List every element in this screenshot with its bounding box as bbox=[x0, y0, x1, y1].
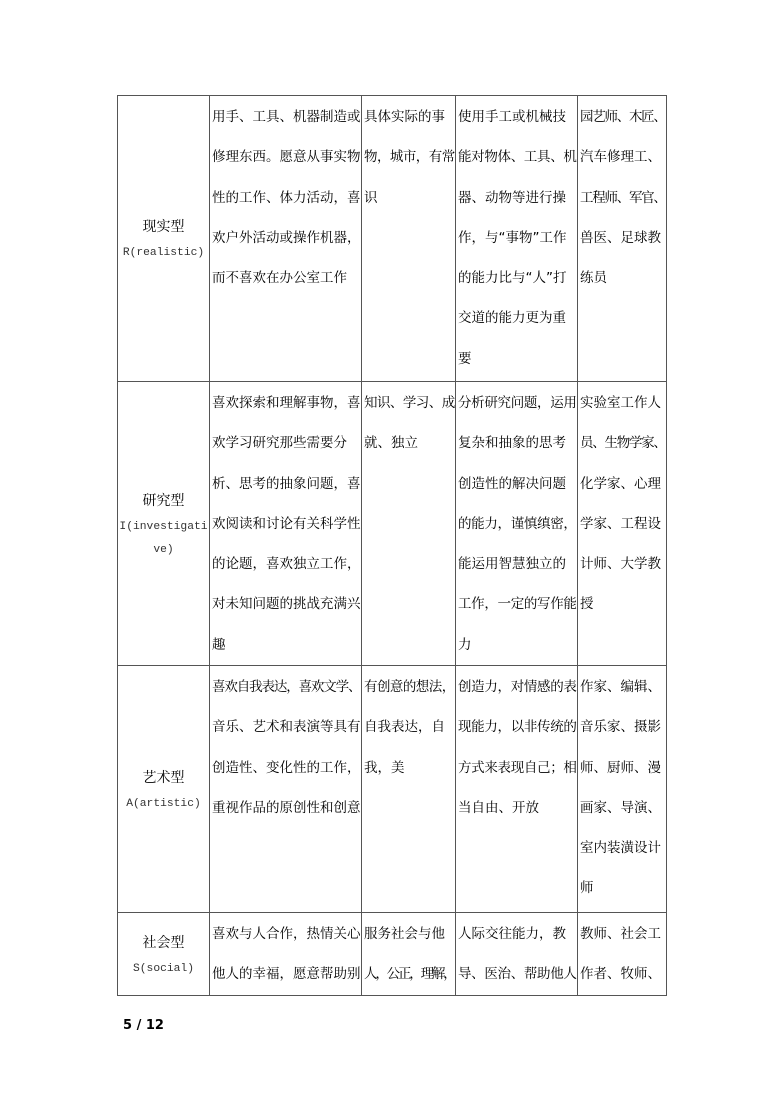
values-cell bbox=[362, 666, 456, 913]
text-line: 授 bbox=[580, 596, 594, 613]
text-line: 自我表达，自 bbox=[364, 719, 445, 736]
text-line: 喜欢自我表达，喜欢文学、 bbox=[212, 679, 361, 695]
type-cell bbox=[118, 96, 210, 382]
description-cell bbox=[210, 96, 362, 382]
text-line: 而不喜欢在办公室工作 bbox=[212, 270, 347, 287]
text-line: 力 bbox=[458, 636, 472, 653]
occupations-cell bbox=[578, 913, 667, 996]
text-line: 学家、工程设 bbox=[580, 515, 661, 532]
text-line: 人际交往能力，教 bbox=[458, 926, 566, 942]
text-line: 计师、大学教 bbox=[580, 556, 661, 573]
text-line: 物，城市，有常 bbox=[364, 149, 455, 166]
occupations-cell bbox=[578, 382, 667, 666]
text-line: 使用手工或机械技 bbox=[458, 109, 566, 125]
text-line: 器、动物等进行操 bbox=[458, 189, 566, 206]
text-line: 用手、工具、机器制造或 bbox=[212, 109, 361, 125]
text-line: 欢阅读和讨论有关科学性 bbox=[212, 515, 361, 532]
text-line: 欢学习研究那些需要分 bbox=[212, 435, 347, 452]
text-line: 具体实际的事 bbox=[364, 109, 445, 125]
text-line: 作家、编辑、 bbox=[580, 679, 661, 695]
values-cell bbox=[362, 96, 456, 382]
text-line: 汽车修理工、 bbox=[580, 149, 661, 166]
type-name: 现实型 bbox=[142, 219, 185, 235]
text-line: 趣 bbox=[212, 636, 226, 653]
abilities-cell bbox=[456, 666, 578, 913]
text-line: 现能力，以非传统的 bbox=[458, 719, 577, 736]
text-line: 喜欢探索和理解事物，喜 bbox=[212, 395, 361, 411]
text-line: 我，美 bbox=[364, 759, 405, 776]
text-line: 的能力比与“人”打 bbox=[458, 270, 567, 287]
text-line: 识 bbox=[364, 189, 378, 206]
text-line: 园艺师、木匠、 bbox=[580, 109, 666, 125]
text-line: 重视作品的原创性和创意 bbox=[212, 799, 361, 816]
type-cell bbox=[118, 666, 210, 913]
abilities-cell bbox=[456, 96, 578, 382]
text-line: 喜欢与人合作，热情关心 bbox=[212, 926, 361, 942]
text-line: 能运用智慧独立的 bbox=[458, 556, 566, 573]
description-cell bbox=[210, 913, 362, 996]
text-line: 方式来表现自己；相 bbox=[458, 759, 577, 776]
text-line: 有创意的想法， bbox=[364, 679, 455, 695]
text-line: 化学家、心理 bbox=[580, 475, 661, 492]
text-line: 创造性、变化性的工作， bbox=[212, 759, 361, 776]
text-line: 的能力，谨慎缜密， bbox=[458, 515, 577, 532]
type-cell bbox=[118, 382, 210, 666]
text-line: 创造力，对情感的表 bbox=[458, 679, 577, 695]
text-line: 画家、导演、 bbox=[580, 799, 661, 816]
text-line: 实验室工作人 bbox=[580, 395, 661, 411]
text-line: 音乐家、摄影 bbox=[580, 719, 661, 736]
type-code-line: R(realistic) bbox=[122, 247, 205, 259]
values-cell bbox=[362, 382, 456, 666]
type-cell bbox=[118, 913, 210, 996]
text-line: 就、独立 bbox=[364, 435, 418, 452]
text-line: 知识、学习、成 bbox=[364, 395, 455, 411]
occupations-cell bbox=[578, 666, 667, 913]
text-line: 能对物体、工具、机 bbox=[458, 149, 577, 166]
text-line: 师、厨师、漫 bbox=[580, 759, 661, 776]
abilities-cell bbox=[456, 382, 578, 666]
text-line: 交道的能力更为重 bbox=[458, 310, 566, 327]
text-line: 作者、牧师、 bbox=[580, 966, 661, 983]
text-line: 服务社会与他 bbox=[364, 926, 445, 942]
page-number: 5 / 12 bbox=[123, 1018, 164, 1033]
description-cell bbox=[210, 382, 362, 666]
text-line: 室内装潢设计 bbox=[580, 840, 661, 857]
text-line: 创造性的解决问题 bbox=[458, 475, 566, 492]
text-line: 兽医、足球教 bbox=[580, 229, 661, 246]
text-line: 分析研究问题，运用 bbox=[458, 395, 577, 411]
occupations-cell bbox=[578, 96, 667, 382]
text-line: 他人的幸福，愿意帮助别 bbox=[212, 966, 361, 983]
text-line: 修理东西。愿意从事实物 bbox=[212, 149, 361, 166]
text-line: 导、医治、帮助他人 bbox=[458, 966, 577, 983]
text-line: 练员 bbox=[580, 270, 607, 287]
text-line: 复杂和抽象的思考 bbox=[458, 435, 566, 452]
type-name: 艺术型 bbox=[142, 769, 185, 786]
text-line: 的论题，喜欢独立工作， bbox=[212, 556, 361, 573]
text-line: 工作，一定的写作能 bbox=[458, 596, 577, 613]
text-line: 性的工作、体力活动，喜 bbox=[212, 189, 361, 206]
text-line: 欢户外活动或操作机器， bbox=[212, 229, 361, 246]
type-code-line: I(investigati bbox=[119, 520, 208, 533]
type-code-line: ve) bbox=[153, 543, 174, 556]
text-line: 工程师、军官、 bbox=[580, 189, 666, 206]
text-line: 要 bbox=[458, 350, 472, 367]
type-name: 社会型 bbox=[142, 934, 185, 951]
text-line: 音乐、艺术和表演等具有 bbox=[212, 719, 361, 736]
description-cell bbox=[210, 666, 362, 913]
personality-type-table bbox=[117, 95, 667, 996]
values-cell bbox=[362, 913, 456, 996]
text-line: 对未知问题的挑战充满兴 bbox=[212, 596, 361, 613]
type-code-line: A(artistic) bbox=[126, 797, 201, 810]
type-name: 研究型 bbox=[142, 492, 185, 509]
text-line: 当自由、开放 bbox=[458, 799, 539, 816]
text-line: 员、生物学家、 bbox=[580, 435, 666, 452]
text-line: 人，公正，理解， bbox=[364, 966, 455, 983]
text-line: 师 bbox=[580, 880, 594, 897]
text-line: 作，与“事物”工作 bbox=[458, 229, 567, 246]
text-line: 析、思考的抽象问题，喜 bbox=[212, 475, 361, 492]
type-code-line: S(social) bbox=[132, 962, 194, 975]
abilities-cell bbox=[456, 913, 578, 996]
text-line: 教师、社会工 bbox=[580, 926, 661, 942]
